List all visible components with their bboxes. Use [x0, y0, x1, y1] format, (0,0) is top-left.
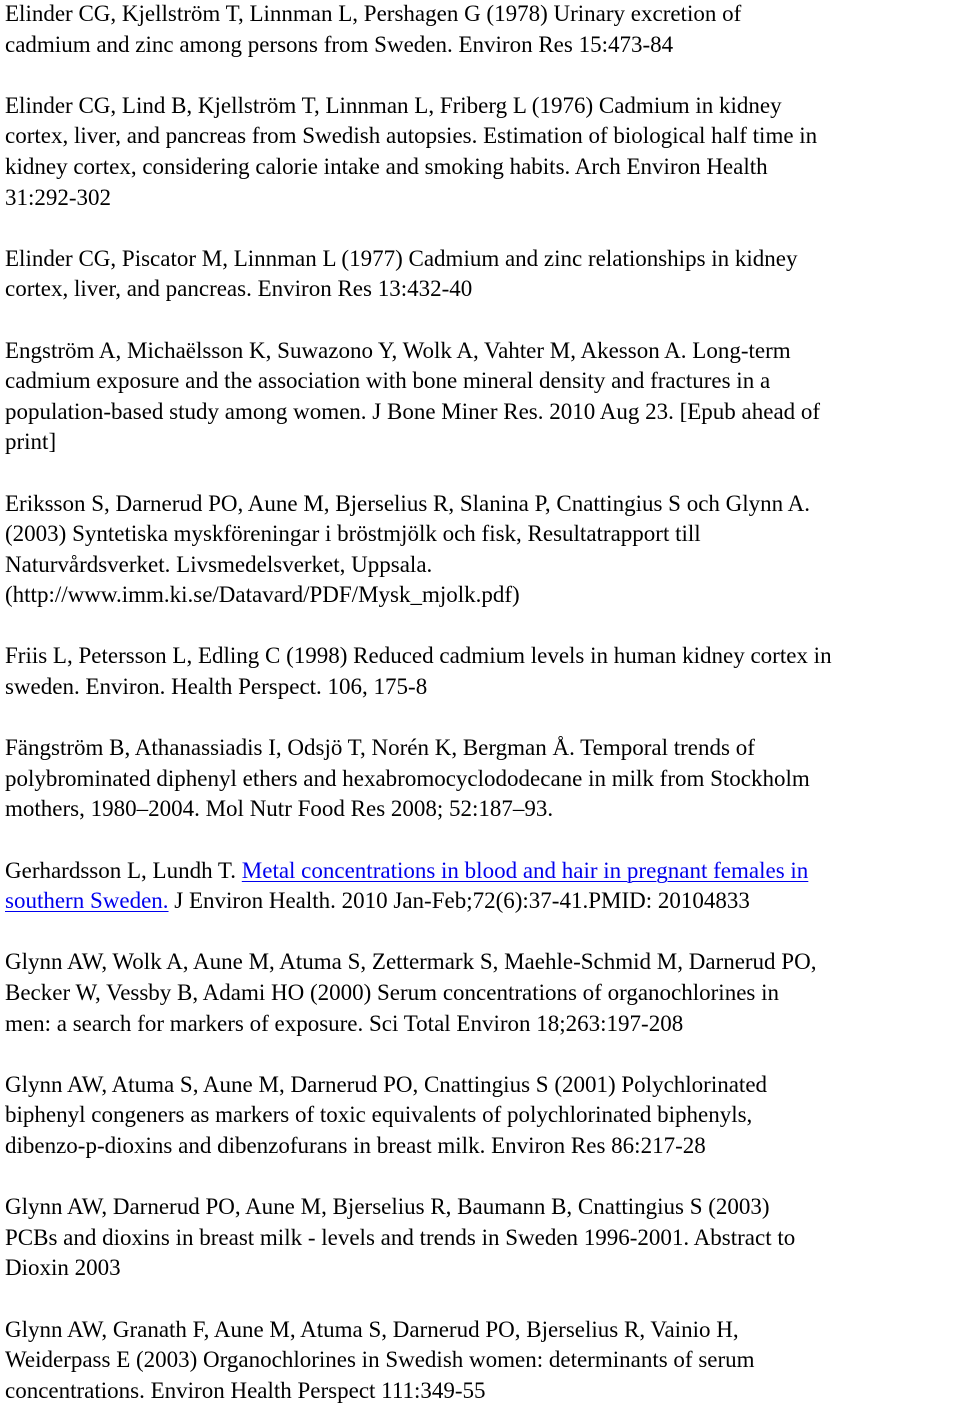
reference-line: concentrations. Environ Health Perspect 111:349-55: [5, 1377, 486, 1403]
reference-line: Naturvårdsverket. Livsmedelsverket, Uppsala.: [5, 551, 433, 577]
reference-elinder-1976: [5, 91, 959, 213]
reference-glynn-2001: [5, 1070, 959, 1162]
reference-line: men: a search for markers of exposure. Sci Total Environ 18;263:197-208: [5, 1010, 684, 1036]
reference-line: Glynn AW, Wolk A, Aune M, Atuma S, Zettermark S, Maehle-Schmid M, Darnerud PO,: [5, 949, 817, 975]
reference-glynn-2003-pcbs: [5, 1192, 959, 1284]
reference-line: Elinder CG, Lind B, Kjellström T, Linnman L, Friberg L (1976) Cadmium in kidney: [5, 92, 782, 118]
reference-line: (2003) Syntetiska myskföreningar i bröstmjölk och fisk, Resultatrapport till: [5, 521, 701, 547]
reference-line: biphenyl congeners as markers of toxic equivalents of polychlorinated biphenyls,: [5, 1102, 753, 1128]
reference-engstrom-2010: [5, 336, 959, 458]
reference-line: Glynn AW, Atuma S, Aune M, Darnerud PO, Cnattingius S (2001) Polychlorinated: [5, 1071, 768, 1097]
reference-line: cadmium exposure and the association with bone mineral density and fractures in a: [5, 368, 771, 394]
reference-elinder-1977: [5, 244, 959, 305]
reference-line: Weiderpass E (2003) Organochlorines in Swedish women: determinants of serum: [5, 1347, 755, 1373]
reference-eriksson-2003: [5, 489, 959, 611]
reference-line: Friis L, Petersson L, Edling C (1998) Reduced cadmium levels in human kidney cortex in: [5, 643, 832, 669]
reference-line: polybrominated diphenyl ethers and hexabromocyclododecane in milk from Stockholm: [5, 765, 810, 791]
reference-citation: J Environ Health. 2010 Jan-Feb;72(6):37-41.PMID: 20104833: [174, 888, 750, 914]
reference-line: Glynn AW, Darnerud PO, Aune M, Bjerselius R, Baumann B, Cnattingius S (2003): [5, 1194, 770, 1220]
reference-line: kidney cortex, considering calorie intake and smoking habits. Arch Environ Health: [5, 153, 768, 179]
reference-line: Eriksson S, Darnerud PO, Aune M, Bjerselius R, Slanina P, Cnattingius S och Glynn A.: [5, 490, 810, 516]
reference-line: population-based study among women. J Bone Miner Res. 2010 Aug 23. [Epub ahead of: [5, 398, 821, 424]
reference-line: dibenzo-p-dioxins and dibenzofurans in breast milk. Environ Res 86:217-28: [5, 1132, 706, 1158]
reference-friis-1998: [5, 641, 959, 702]
article-title-link[interactable]: Metal concentrations in blood and hair in pregnant females in: [241, 857, 809, 883]
reference-line: Dioxin 2003: [5, 1255, 121, 1281]
reference-line: cortex, liver, and pancreas. Environ Res 13:432-40: [5, 276, 473, 302]
reference-line: Elinder CG, Kjellström T, Linnman L, Pershagen G (1978) Urinary excretion of: [5, 1, 742, 26]
reference-line: Fängström B, Athanassiadis I, Odsjö T, Norén K, Bergman Å. Temporal trends of: [5, 735, 755, 761]
reference-line: Elinder CG, Piscator M, Linnman L (1977) Cadmium and zinc relationships in kidney: [5, 245, 798, 271]
reference-gerhardsson-2010: [5, 856, 959, 917]
reference-glynn-2003-organochlorines: [5, 1315, 959, 1406]
reference-line: 31:292-302: [5, 184, 112, 210]
reference-list: [5, 0, 959, 1406]
reference-line: print]: [5, 429, 57, 455]
reference-line: PCBs and dioxins in breast milk - levels and trends in Sweden 1996-2001. Abstract to: [5, 1224, 796, 1250]
reference-authors: Gerhardsson L, Lundh T.: [5, 857, 237, 883]
reference-line: Engström A, Michaëlsson K, Suwazono Y, Wolk A, Vahter M, Akesson A. Long-term: [5, 337, 791, 363]
reference-elinder-1978: [5, 0, 959, 60]
reference-line: cadmium and zinc among persons from Sweden. Environ Res 15:473-84: [5, 31, 674, 57]
reference-fangstrom-2008: [5, 733, 959, 825]
article-title-link-continued[interactable]: southern Sweden.: [5, 888, 169, 914]
reference-glynn-2000: [5, 947, 959, 1039]
reference-line: mothers, 1980–2004. Mol Nutr Food Res 2008; 52:187–93.: [5, 796, 554, 822]
reference-line: [5, 886, 959, 917]
reference-line: Glynn AW, Granath F, Aune M, Atuma S, Darnerud PO, Bjerselius R, Vainio H,: [5, 1316, 739, 1342]
reference-line: [5, 856, 959, 887]
reference-line: sweden. Environ. Health Perspect. 106, 175-8: [5, 674, 428, 700]
reference-line: (http://www.imm.ki.se/Datavard/PDF/Mysk_mjolk.pdf): [5, 582, 520, 608]
reference-line: cortex, liver, and pancreas from Swedish autopsies. Estimation of biological half time in: [5, 123, 818, 149]
reference-line: Becker W, Vessby B, Adami HO (2000) Serum concentrations of organochlorines in: [5, 980, 779, 1005]
